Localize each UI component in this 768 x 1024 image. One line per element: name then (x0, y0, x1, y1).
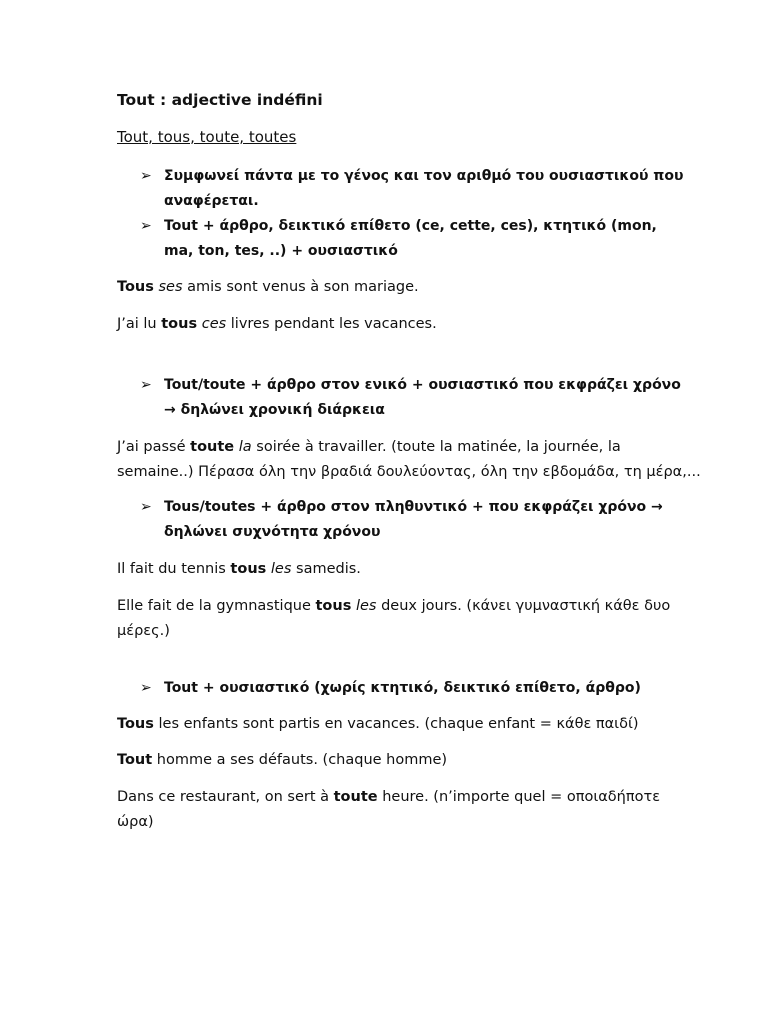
arrow-bullet-icon: ➢ (140, 218, 152, 234)
example-sentence: Tous les enfants sont partis en vacances. (chaque enfant = κάθε παιδί) (117, 716, 639, 732)
bullet-line: Tous/toutes + άρθρο στον πληθυντικό + που εκφράζει χρόνο → (164, 499, 663, 515)
example-sentence: Tous ses amis sont venus à son mariage. (117, 279, 419, 295)
page-title: Tout : adjective indéfini (117, 91, 323, 109)
bullet-line: ma, ton, tes, ..) + ουσιαστικό (164, 243, 398, 259)
arrow-bullet-icon: ➢ (140, 377, 152, 393)
arrow-bullet-icon: ➢ (140, 680, 152, 696)
bullet-tout-article (140, 214, 660, 264)
example-sentence: J’ai passé toute la soirée à travailler. (toute la matinée, la journée, la semaine..) Πέρασα όλη την βραδιά δουλεύοντας, όλη την εβδομάδα, τη μέρα,... (117, 439, 701, 480)
bullet-line: → δηλώνει χρονική διάρκεια (164, 402, 385, 418)
bullet-line: Συμφωνεί πάντα με το γένος και τον αριθμό του ουσιαστικού που (164, 168, 684, 184)
bullet-tout-noun (140, 676, 660, 701)
bullet-singular-duration (140, 373, 681, 423)
bullet-line: Tout + άρθρο, δεικτικό επίθετο (ce, cette, ces), κτητικό (mon, (164, 218, 657, 234)
bullet-plural-frequency (140, 495, 663, 545)
bullet-line: αναφέρεται. (164, 193, 259, 209)
bullet-agreement (140, 164, 684, 214)
bullet-line: Tout + ουσιαστικό (χωρίς κτητικό, δεικτικό επίθετο, άρθρο) (164, 680, 641, 696)
example-sentence: Tout homme a ses défauts. (chaque homme) (117, 752, 448, 768)
example-sentence: Dans ce restaurant, on sert à toute heure. (n’importe quel = οποιαδήποτε ώρα) (117, 789, 661, 830)
bullet-line: Tout/toute + άρθρο στον ενικό + ουσιαστικό που εκφράζει χρόνο (164, 377, 681, 393)
example-sentence: J’ai lu tous ces livres pendant les vacances. (117, 316, 437, 332)
arrow-bullet-icon: ➢ (140, 499, 152, 515)
arrow-bullet-icon: ➢ (140, 168, 152, 184)
example-sentence: Il fait du tennis tous les samedis. (117, 561, 361, 577)
example-sentence: Elle fait de la gymnastique tous les deux jours. (κάνει γυμναστική κάθε δυο μέρες.) (117, 598, 671, 639)
bullet-line: δηλώνει συχνότητα χρόνου (164, 524, 381, 540)
page-subtitle: Tout, tous, toute, toutes (117, 128, 297, 146)
